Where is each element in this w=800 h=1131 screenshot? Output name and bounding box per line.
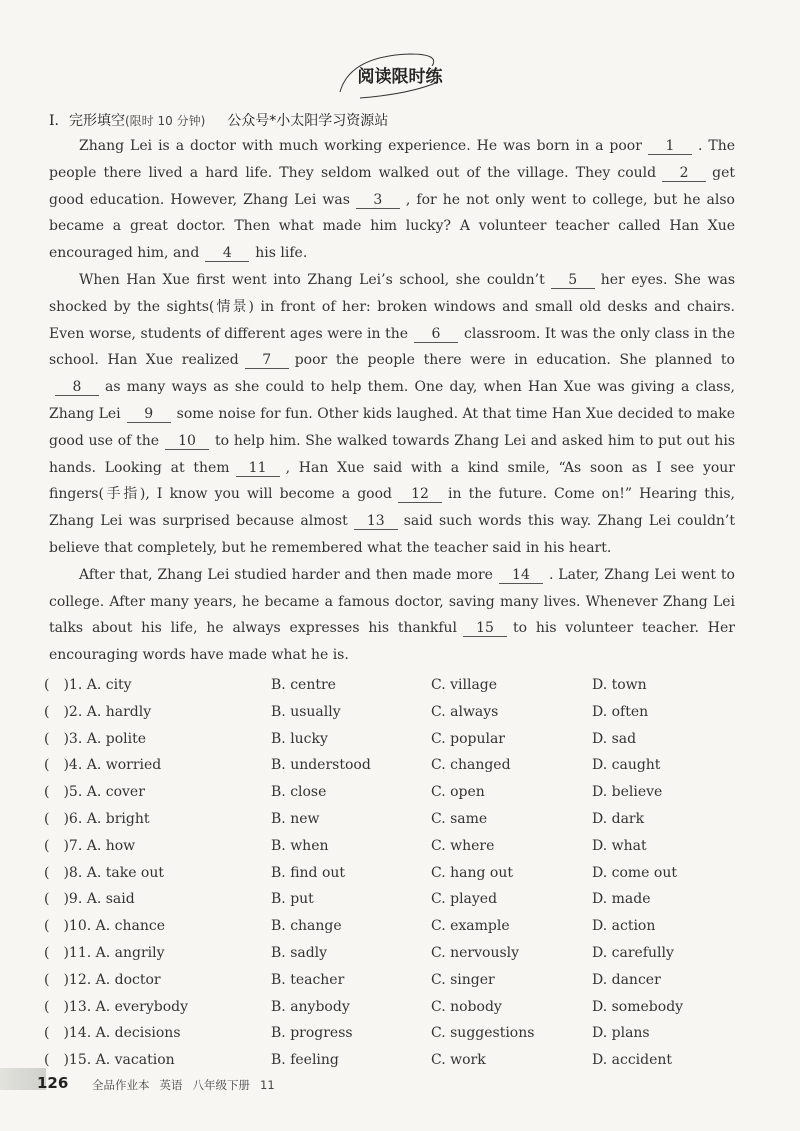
blank-14: 14: [499, 568, 543, 584]
option-c[interactable]: C. played: [431, 891, 498, 908]
question-stem[interactable]: ( )12. A. doctor: [44, 971, 161, 988]
passage-text: her eyes. She was shocked by the sights(情景) in front of her: broken windows and small old desks and chairs. Even worse, students of different ages were in the: [49, 271, 736, 342]
option-b[interactable]: B. progress: [271, 1025, 353, 1042]
blank-15: 15: [463, 621, 507, 637]
question-row: [44, 756, 744, 783]
page-number: 126: [37, 1074, 69, 1092]
passage-text: some noise for fun. Other kids laughed. At that time Han Xue decided to make good use of the: [49, 405, 735, 449]
question-row: [44, 676, 744, 703]
blank-2: 2: [662, 166, 706, 182]
option-b[interactable]: B. sadly: [271, 944, 328, 961]
option-d[interactable]: D. action: [592, 918, 656, 935]
question-row: [44, 971, 744, 998]
section-name: 完形填空: [68, 113, 125, 129]
option-b[interactable]: B. new: [271, 810, 320, 827]
option-d[interactable]: D. sad: [592, 730, 637, 747]
footer-extra: 11: [260, 1078, 275, 1092]
reading-passage: [49, 133, 735, 669]
passage-paragraph-3: [49, 562, 735, 669]
passage-paragraph-1: [49, 133, 735, 267]
question-stem[interactable]: ( )8. A. take out: [44, 864, 165, 881]
option-b[interactable]: B. when: [271, 837, 329, 854]
option-d[interactable]: D. town: [592, 677, 647, 693]
passage-text: his life.: [255, 245, 308, 262]
section-number: I.: [49, 113, 59, 129]
option-d[interactable]: D. believe: [592, 784, 663, 801]
footer-book: 全品作业本: [92, 1078, 150, 1092]
question-row: [44, 1024, 744, 1051]
question-stem[interactable]: ( )15. A. vacation: [44, 1052, 175, 1069]
option-c[interactable]: C. changed: [431, 757, 511, 774]
question-row: [44, 730, 744, 757]
question-stem[interactable]: ( )6. A. bright: [44, 810, 150, 827]
option-d[interactable]: D. accident: [592, 1052, 673, 1069]
option-b[interactable]: B. put: [271, 891, 314, 908]
blank-12: 12: [398, 487, 442, 503]
question-row: [44, 783, 744, 810]
footer-subject: 英语: [159, 1078, 183, 1092]
option-d[interactable]: D. carefully: [592, 944, 674, 961]
option-b[interactable]: B. anybody: [271, 998, 350, 1015]
option-c[interactable]: C. nobody: [431, 998, 502, 1015]
passage-text: in the future. Come on!” Hearing this, Zhang Lei was surprised because almost: [49, 486, 735, 530]
section-heading: [49, 110, 388, 130]
question-row: [44, 890, 744, 917]
blank-5: 5: [551, 273, 595, 289]
option-c[interactable]: C. singer: [431, 971, 495, 988]
question-row: [44, 864, 744, 891]
option-c[interactable]: C. same: [431, 810, 488, 827]
option-d[interactable]: D. dancer: [592, 971, 661, 988]
option-d[interactable]: D. come out: [592, 864, 677, 881]
footer-grade: 八年级下册: [192, 1078, 250, 1092]
blank-9: 9: [127, 407, 171, 423]
passage-text: said such words this way. Zhang Lei couldn’t believe that completely, but he remembered what the teacher said in his heart.: [49, 513, 735, 556]
blank-13: 13: [354, 514, 398, 530]
option-d[interactable]: D. made: [592, 891, 651, 908]
question-row: [44, 810, 744, 837]
question-row: [44, 917, 744, 944]
blank-7: 7: [245, 353, 289, 369]
passage-text: as many ways as she could to help them. One day, when Han Xue was giving a class, Zhang Lei: [49, 379, 735, 422]
question-row: [44, 703, 744, 730]
option-c[interactable]: C. where: [431, 837, 495, 854]
option-b[interactable]: B. usually: [271, 703, 341, 720]
option-c[interactable]: C. nervously: [431, 944, 520, 961]
option-c[interactable]: C. example: [431, 918, 510, 935]
option-b[interactable]: B. find out: [271, 864, 346, 881]
passage-text: Zhang Lei is a doctor with much working experience. He was born in a poor: [79, 138, 642, 154]
question-row: [44, 837, 744, 864]
question-stem[interactable]: ( )5. A. cover: [44, 784, 145, 801]
option-b[interactable]: B. close: [271, 784, 327, 801]
option-c[interactable]: C. popular: [431, 730, 505, 747]
passage-text: to help him. She walked towards Zhang Lei and asked him to put out his hands. Looking at them: [49, 432, 736, 476]
passage-text: to his volunteer teacher. Her encouraging words have made what he is.: [49, 620, 735, 664]
passage-text: poor the people there were in education. She planned to: [294, 352, 735, 369]
option-b[interactable]: B. centre: [271, 677, 336, 693]
option-b[interactable]: B. feeling: [271, 1052, 339, 1069]
question-row: [44, 944, 744, 971]
question-stem[interactable]: ( )7. A. how: [44, 837, 136, 854]
option-d[interactable]: D. plans: [592, 1025, 650, 1042]
option-c[interactable]: C. always: [431, 703, 499, 720]
passage-text: classroom. It was the only class in the school. Han Xue realized: [49, 325, 735, 369]
option-d[interactable]: D. somebody: [592, 998, 684, 1015]
blank-4: 4: [205, 246, 249, 262]
blank-3: 3: [356, 193, 400, 209]
option-d[interactable]: D. what: [592, 837, 647, 854]
section-source: 公众号*小太阳学习资源站: [227, 113, 389, 129]
passage-text: , Han Xue said with a kind smile, “As soon as I see your fingers(手指), I know you will become a good: [49, 459, 735, 503]
section-time-limit: (限时 10 分钟): [124, 114, 206, 128]
question-stem[interactable]: ( )4. A. worried: [44, 757, 162, 774]
blank-6: 6: [414, 327, 458, 343]
option-c[interactable]: C. work: [431, 1052, 486, 1069]
option-b[interactable]: B. teacher: [271, 971, 345, 988]
passage-text: After that, Zhang Lei studied harder and then made more: [79, 566, 493, 583]
question-stem[interactable]: ( )14. A. decisions: [44, 1025, 181, 1042]
passage-paragraph-2: [49, 267, 735, 562]
blank-8: 8: [55, 380, 99, 396]
question-row: [44, 1051, 744, 1078]
footer-info: [92, 1077, 285, 1093]
passage-text: , for he not only went to college, but he also became a great doctor. Then what made him lucky? A volunteer teacher called Han Xue encouraged him, and: [49, 191, 735, 262]
option-d[interactable]: D. often: [592, 703, 649, 720]
option-c[interactable]: C. suggestions: [431, 1025, 535, 1042]
option-c[interactable]: C. open: [431, 784, 485, 801]
passage-text: When Han Xue first went into Zhang Lei’s school, she couldn’t: [79, 271, 545, 288]
blank-10: 10: [165, 434, 209, 450]
answer-options-list: [44, 676, 744, 1078]
passage-text: . Later, Zhang Lei went to college. After many years, he became a famous doctor, saving many lives. Whenever Zhang Lei talks about his life, he always expresses his thankful: [49, 566, 735, 637]
blank-1: 1: [648, 139, 692, 155]
option-c[interactable]: C. hang out: [431, 864, 513, 881]
option-c[interactable]: C. village: [431, 677, 498, 693]
question-row: [44, 998, 744, 1025]
question-stem[interactable]: ( )2. A. hardly: [44, 703, 152, 720]
option-d[interactable]: D. caught: [592, 757, 661, 774]
question-stem[interactable]: ( )1. A. city: [44, 677, 132, 693]
question-stem[interactable]: ( )13. A. everybody: [44, 998, 188, 1015]
passage-text: . The people there lived a hard life. They seldom walked out of the village. They could: [49, 138, 735, 181]
option-b[interactable]: B. understood: [271, 757, 371, 774]
question-stem[interactable]: ( )9. A. said: [44, 891, 135, 908]
question-stem[interactable]: ( )3. A. polite: [44, 730, 146, 747]
option-b[interactable]: B. lucky: [271, 730, 328, 747]
option-b[interactable]: B. change: [271, 918, 342, 935]
question-stem[interactable]: ( )11. A. angrily: [44, 944, 165, 961]
question-stem[interactable]: ( )10. A. chance: [44, 918, 165, 935]
passage-text: get good education. However, Zhang Lei was: [49, 164, 735, 208]
option-d[interactable]: D. dark: [592, 810, 645, 827]
page-title: 阅读限时练: [357, 67, 443, 87]
blank-11: 11: [236, 461, 280, 477]
